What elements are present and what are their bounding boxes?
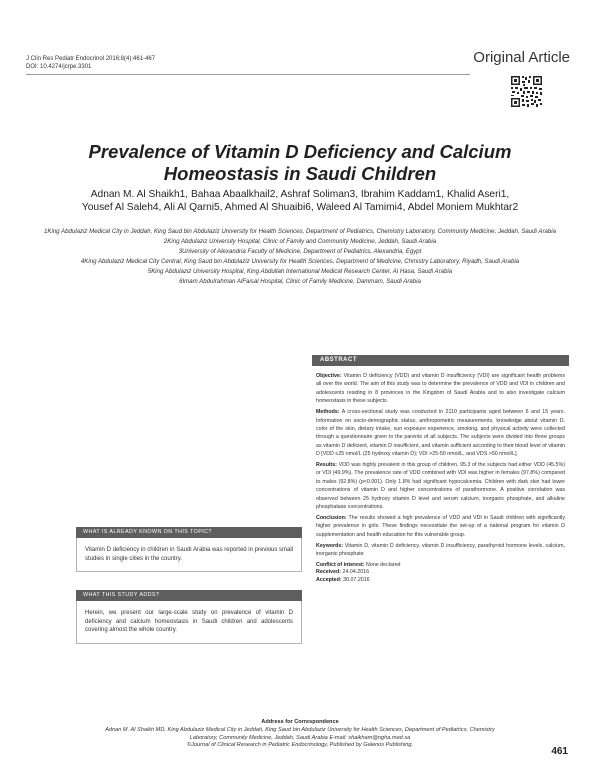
accepted-line: [316, 577, 565, 585]
methods-text: A cross-sectional study was conducted in 2110 participants aged between 6 and 15 years. Information on socio-demographic status, anthropometric measurements, knowledge about vitamin D, color of the skin, dietary intake, sun exposure experience, smoking, and physical activity were collected through a questionnaire given to the parents of all subjects. The subjects were divided into three groups as vitamin D deficient, vitamin D insufficient, and vitamin sufficient according to their blood level of vitamin D [VDD ≤25 nmol/L (25 hydroxy vitamin D); VDI >25-50 nmol/L, and VDS >50 nmol/L].: [316, 409, 565, 458]
known-box-heading: WHAT IS ALREADY KNOWN ON THIS TOPIC?: [76, 527, 302, 538]
results-label: Results:: [316, 462, 337, 469]
affiliation: 4King Abdulaziz Medical City Central, King Saud bin Abdulaziz University for Health Sciences, Department of Medicine, Chmistry Laboratory, Riyadh, Saudi Arabia: [80, 258, 520, 266]
journal-meta: [26, 55, 155, 71]
affiliation: 5King Abdulaziz University Hospital, King Abdullah International Medical Research Center, Al Hasa, Saudi Arabia: [147, 268, 453, 276]
keywords-label: Keywords:: [316, 542, 344, 549]
section-label: Original Article: [473, 49, 570, 66]
adds-box: [76, 590, 302, 644]
abstract-heading: ABSTRACT: [312, 355, 569, 366]
received-label: Received:: [316, 569, 342, 576]
affiliation: 3University of Alexandria Faculty of Medicine, Department of Pediatrics, Alexandria, Egypt: [178, 248, 422, 256]
methods-label: Methods:: [316, 409, 340, 416]
abstract-methods: [316, 408, 565, 458]
qr-code-icon: [510, 75, 543, 108]
conflict-value: None declared: [366, 561, 401, 568]
known-box-text: Vitamin D deficiency in children in Saudi Arabia was reported in previous small studies in single cities in the country.: [76, 538, 302, 572]
doi: DOI: 10.4274/jcrpe.3301: [26, 64, 92, 70]
abstract-body: [312, 366, 569, 584]
correspondence: [50, 719, 550, 750]
conclusion-label: Conclusion:: [316, 515, 347, 521]
adds-box-heading: WHAT THIS STUDY ADDS?: [76, 590, 302, 601]
received-line: [316, 569, 565, 577]
abstract-keywords: [316, 542, 565, 559]
objective-label: Objective:: [316, 373, 342, 379]
abstract-results: [316, 461, 565, 511]
affiliation: 2King Abdulaziz University Hospital, Clinic of Family and Community Medicine, Jeddah, Saudi Arabia: [163, 238, 437, 246]
accepted-date: 30.07.2016: [343, 576, 370, 583]
abstract-conclusion: [316, 514, 565, 539]
citation: J Clin Res Pediatr Endocrinol 2016;8(4):461-467: [26, 56, 156, 62]
objective-text: Vitamin D deficiency (VDD) and vitamin D insufficiency (VDI) are significant health problems all over the world. The aim of this study was to determine the prevalence of VDD and VDI in children and adolescents residing in 8 provinces in the Kingdom of Saudi Arabia and to also investigate calcium homeostasis in these subjects.: [316, 373, 565, 405]
accepted-label: Accepted:: [316, 576, 342, 583]
results-text: VDD was highly prevalent in this group of children. 95.3 of the subjects had either VDD (45.5%) or VDI (49.9%). The prevalence rate of VDD combined with VDI was higher in females (97.8%) compared to males (92.8%) (p<0.001). Only 1.8% had significant hypocalcemia. Children with dark skin had lower concentrations of vitamin D and higher concentrations of parathormone. A positive correlation was observed between 25 hydroxy vitamin D level and serum calcium, inorganic phosphate, and alkaline phosphatase concentrations.: [316, 462, 565, 511]
conflict-label: Conflict of interest:: [316, 561, 365, 568]
correspondence-line: Laboratory, Community Medicine, Jeddah, Saudi Arabia E-mail: shaikham@ngha.med.sa: [189, 734, 411, 741]
keywords-text: Vitamin D, vitamin D deficiency, vitamin D insufficiency, parathyroid hormone levels, calcium, inorganic phosphate: [316, 542, 565, 558]
author-line: Adnan M. Al Shaikh1, Bahaa Abaalkhail2, Ashraf Soliman3, Ibrahim Kaddam1, Khalid Aseri1,: [90, 189, 510, 200]
header-rule: [26, 74, 470, 75]
author-line: Yousef Al Saleh4, Ali Al Qarni5, Ahmed Al Shuaibi6, Waleed Al Tamimi4, Abdel Moniem Mukhtar2: [81, 201, 519, 213]
affiliations: [40, 228, 560, 289]
abstract-objective: [316, 372, 565, 406]
abstract: [312, 355, 569, 584]
article-title: Prevalence of Vitamin D Deficiency and Calcium Homeostasis in Saudi Children: [88, 141, 512, 184]
article-dates: [316, 562, 565, 585]
correspondence-heading: Address for Correspondence: [261, 719, 339, 725]
page-number: 461: [551, 746, 568, 757]
known-box: [76, 527, 302, 572]
received-date: 24.04.2016: [342, 569, 370, 576]
conflict-line: [316, 562, 565, 570]
author-list: [48, 189, 552, 214]
conclusion-text: The results showed a high prevalence of VDD and VDI in Saudi children with significantly higher prevalence in girls. These findings necessitate the set-up of a national program for vitamin D supplementation and health education for this vulnerable group.: [316, 515, 565, 538]
adds-box-text: Herein, we present our large-scale study on prevalence of vitamin D deficiency and calcium homeostasis in Saudi children and adolescents covering almost the whole country.: [76, 601, 302, 644]
correspondence-line: Adnan M. Al Shaikh MD, King Abdulaziz Medical City in Jeddah, King Saud bin Abdulaziz University for Health Sciences, Department of Pediatrics, Chemistry: [105, 726, 495, 733]
affiliation: 1King Abdulaziz Medical City in Jeddah, King Saud bin Abdulaziz University for Health Sciences, Department of Pediatrics, Chemistry Laboratory, Community Medicine, Jeddah, Saudi Arabia: [43, 228, 556, 235]
copyright-line: ©Journal of Clinical Research in Pediatric Endocrinology, Published by Galenos Publishing.: [186, 742, 414, 749]
affiliation: 6Imam Abdulrahman AlFaisal Hospital, Clinic of Family Medicine, Dammam, Saudi Arabia: [179, 278, 421, 286]
